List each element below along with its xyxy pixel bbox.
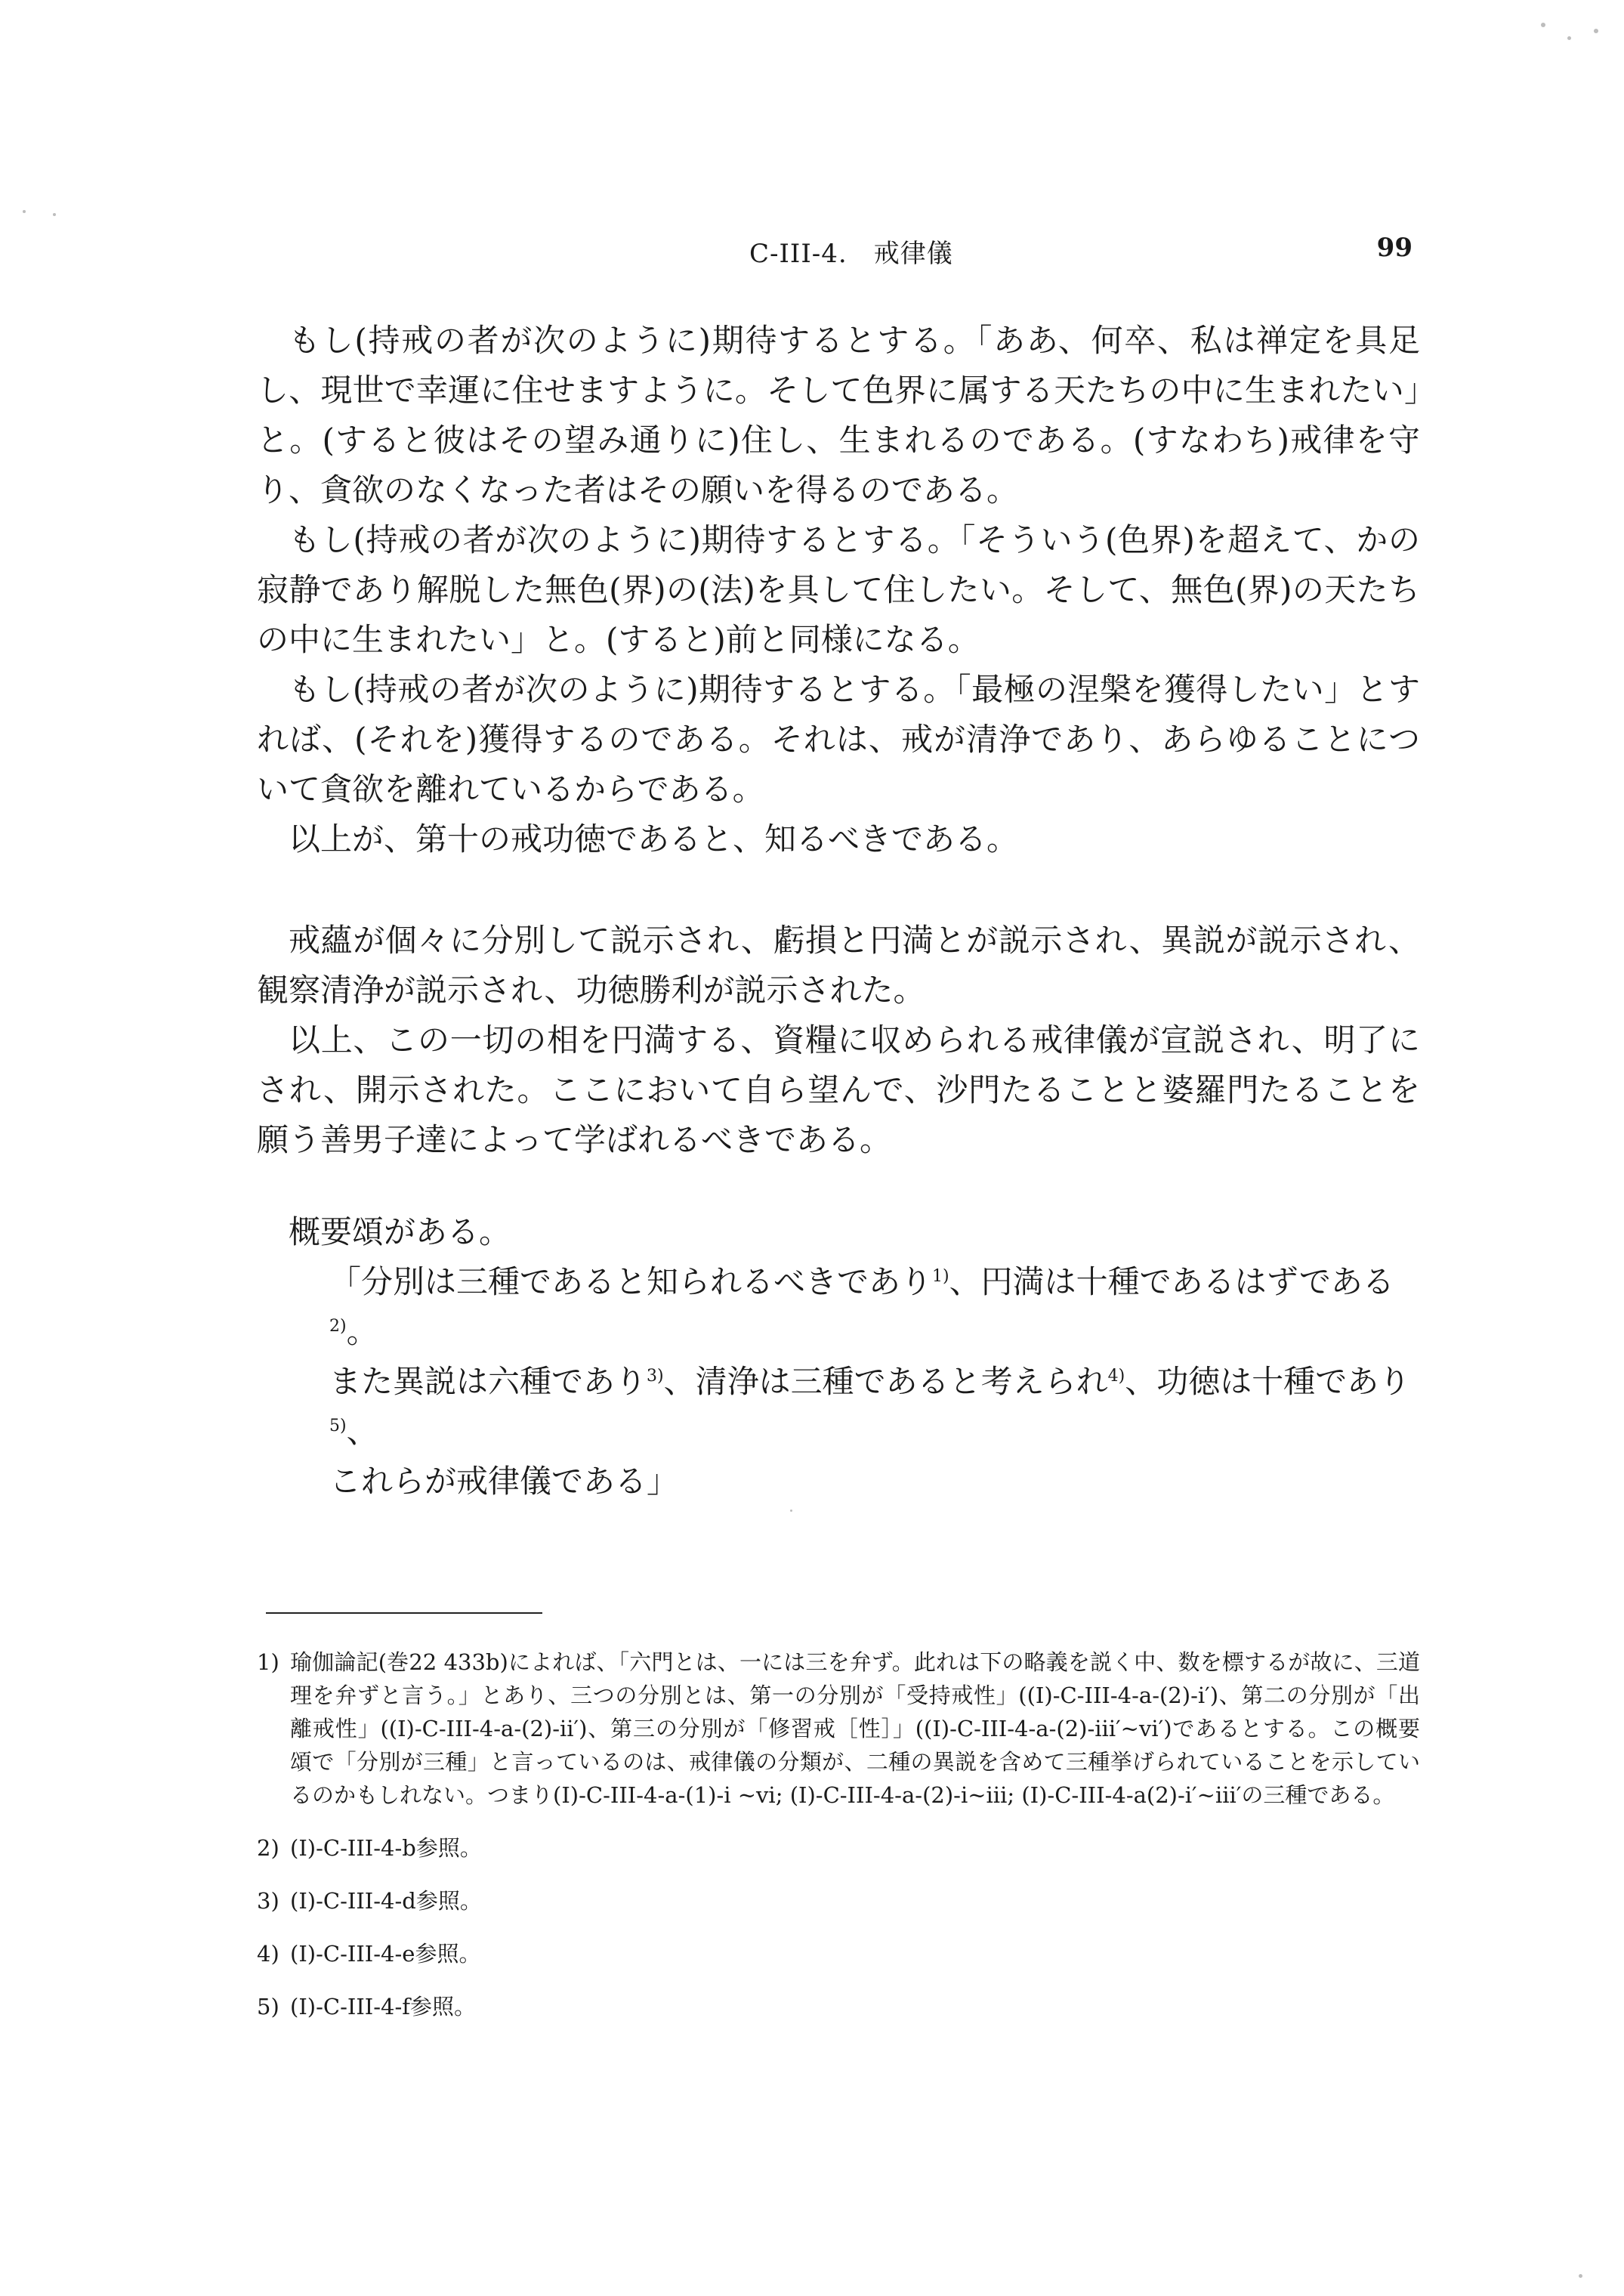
paragraph: 以上が、第十の戒功徳であると、知るべきである。 [289, 820, 1019, 858]
footnote-number: 3) [257, 1888, 279, 1914]
footnote-ref-2[interactable]: 2) [329, 1317, 347, 1336]
footnote-text: (I)-C-III-4-d参照。 [290, 1888, 482, 1914]
footnote-1 [257, 1646, 1420, 1812]
footnote-ref-3[interactable]: 3) [647, 1367, 664, 1386]
verse-line-1: 「分別は三種であると知られるべきであり$^{1)}$、円満は十種であるはずである$^{2)}$。 [329, 1263, 1394, 1350]
scan-speck [1579, 2274, 1582, 2278]
footnote-ref-5[interactable]: 5) [329, 1417, 347, 1435]
paragraph: もし(持戒の者が次のように)期待するとする。「最極の涅槃を獲得したい」とすれば、(それを)獲得するのである。それは、戒が清浄であり、あらゆることについて貪欲を離れているからである。 [257, 671, 1420, 808]
scan-speck [53, 213, 56, 216]
footnote-3 [257, 1884, 1420, 1917]
footnote-ref-1[interactable]: 1) [932, 1267, 949, 1286]
paragraph: 戒蘊が個々に分別して説示され、虧損と円満とが説示され、異説が説示され、観察清浄が説示され、功徳勝利が説示された。 [257, 922, 1420, 1009]
footnote-number: 2) [257, 1835, 279, 1861]
page-number: 99 [1376, 233, 1413, 263]
paragraph: もし(持戒の者が次のように)期待するとする。「ああ、何卒、私は禅定を具足し、現世で幸運に住せますように。そして色界に属する天たちの中に生まれたい」と。(すると彼はその望み通りに)住し、生まれるのである。(すなわち)戒律を守り、貪欲のなくなった者はその願いを得るのである。 [257, 322, 1420, 508]
verse-line-2: また異説は六種であり$^{3)}$、清浄は三種であると考えられ$^{4)}$、功徳は十種であり$^{5)}$、 [329, 1363, 1411, 1450]
page-header [257, 233, 1435, 278]
footnote-divider [266, 1612, 542, 1614]
paragraph: もし(持戒の者が次のように)期待するとする。「そういう(色界)を超えて、かの寂静であり解脱した無色(界)の(法)を具して住したい。そして、無色(界)の天たちの中に生まれたい」と。(すると)前と同様になる。 [257, 521, 1420, 658]
scan-speck [1594, 29, 1598, 33]
footnote-number: 4) [257, 1941, 279, 1967]
verse-line-3: これらが戒律儀である」 [329, 1463, 679, 1500]
verse-intro: 概要頌がある。 [289, 1213, 511, 1250]
scan-speck [1567, 36, 1571, 40]
footnote-text: (I)-C-III-4-e参照。 [290, 1941, 481, 1967]
footnote-text: 瑜伽論記(巻22 433b)によれば、「六門とは、一には三を弁ず。此れは下の略義を説く中、数を標するが故に、三道理を弁ずと言う。」とあり、三つの分別とは、第一の分別が「受持戒性」((I)-C-III-4-a-(2)-i′)、第二の分別が「出離戒性」((I)-C-III-4-a-(2)-ii′)、第三の分別が「修習戒［性］」((I)-C-III-4-a-(2)-iii′~vi′)であるとする。この概要頌で「分別が三種」と言っているのは、戒律儀の分類が、二種の異説を含めて三種挙げられていることを示しているのかもしれない。つまり(I)-C-III-4-a-(1)-i ~vi; (I)-C-III-4-a-(2)-i~iii; (I)-C-III-4-a(2)-i′~iii′の三種である。 [290, 1649, 1420, 1808]
scan-speck [23, 210, 26, 213]
footnote-text: (I)-C-III-4-b参照。 [290, 1835, 482, 1861]
footnote-number: 5) [257, 1994, 279, 2019]
footnote-4 [257, 1937, 1420, 1970]
footnotes [257, 1646, 1420, 2023]
running-title: C-III-4. 戒律儀 [749, 239, 953, 269]
body-text [257, 316, 1420, 1506]
footnote-2 [257, 1831, 1420, 1865]
footnote-5 [257, 1990, 1420, 2023]
paragraph: 以上、この一切の相を円満する、資糧に収められる戒律儀が宣説され、明了にされ、開示された。ここにおいて自ら望んで、沙門たることと婆羅門たることを願う善男子達によって学ばれるべきである。 [257, 1021, 1420, 1158]
footnote-text: (I)-C-III-4-f参照。 [290, 1994, 477, 2019]
footnote-number: 1) [257, 1649, 279, 1675]
scan-speck [1541, 23, 1545, 27]
footnote-ref-4[interactable]: 4) [1107, 1367, 1125, 1386]
scan-speck [790, 1510, 792, 1512]
verse-block [257, 1257, 1420, 1506]
